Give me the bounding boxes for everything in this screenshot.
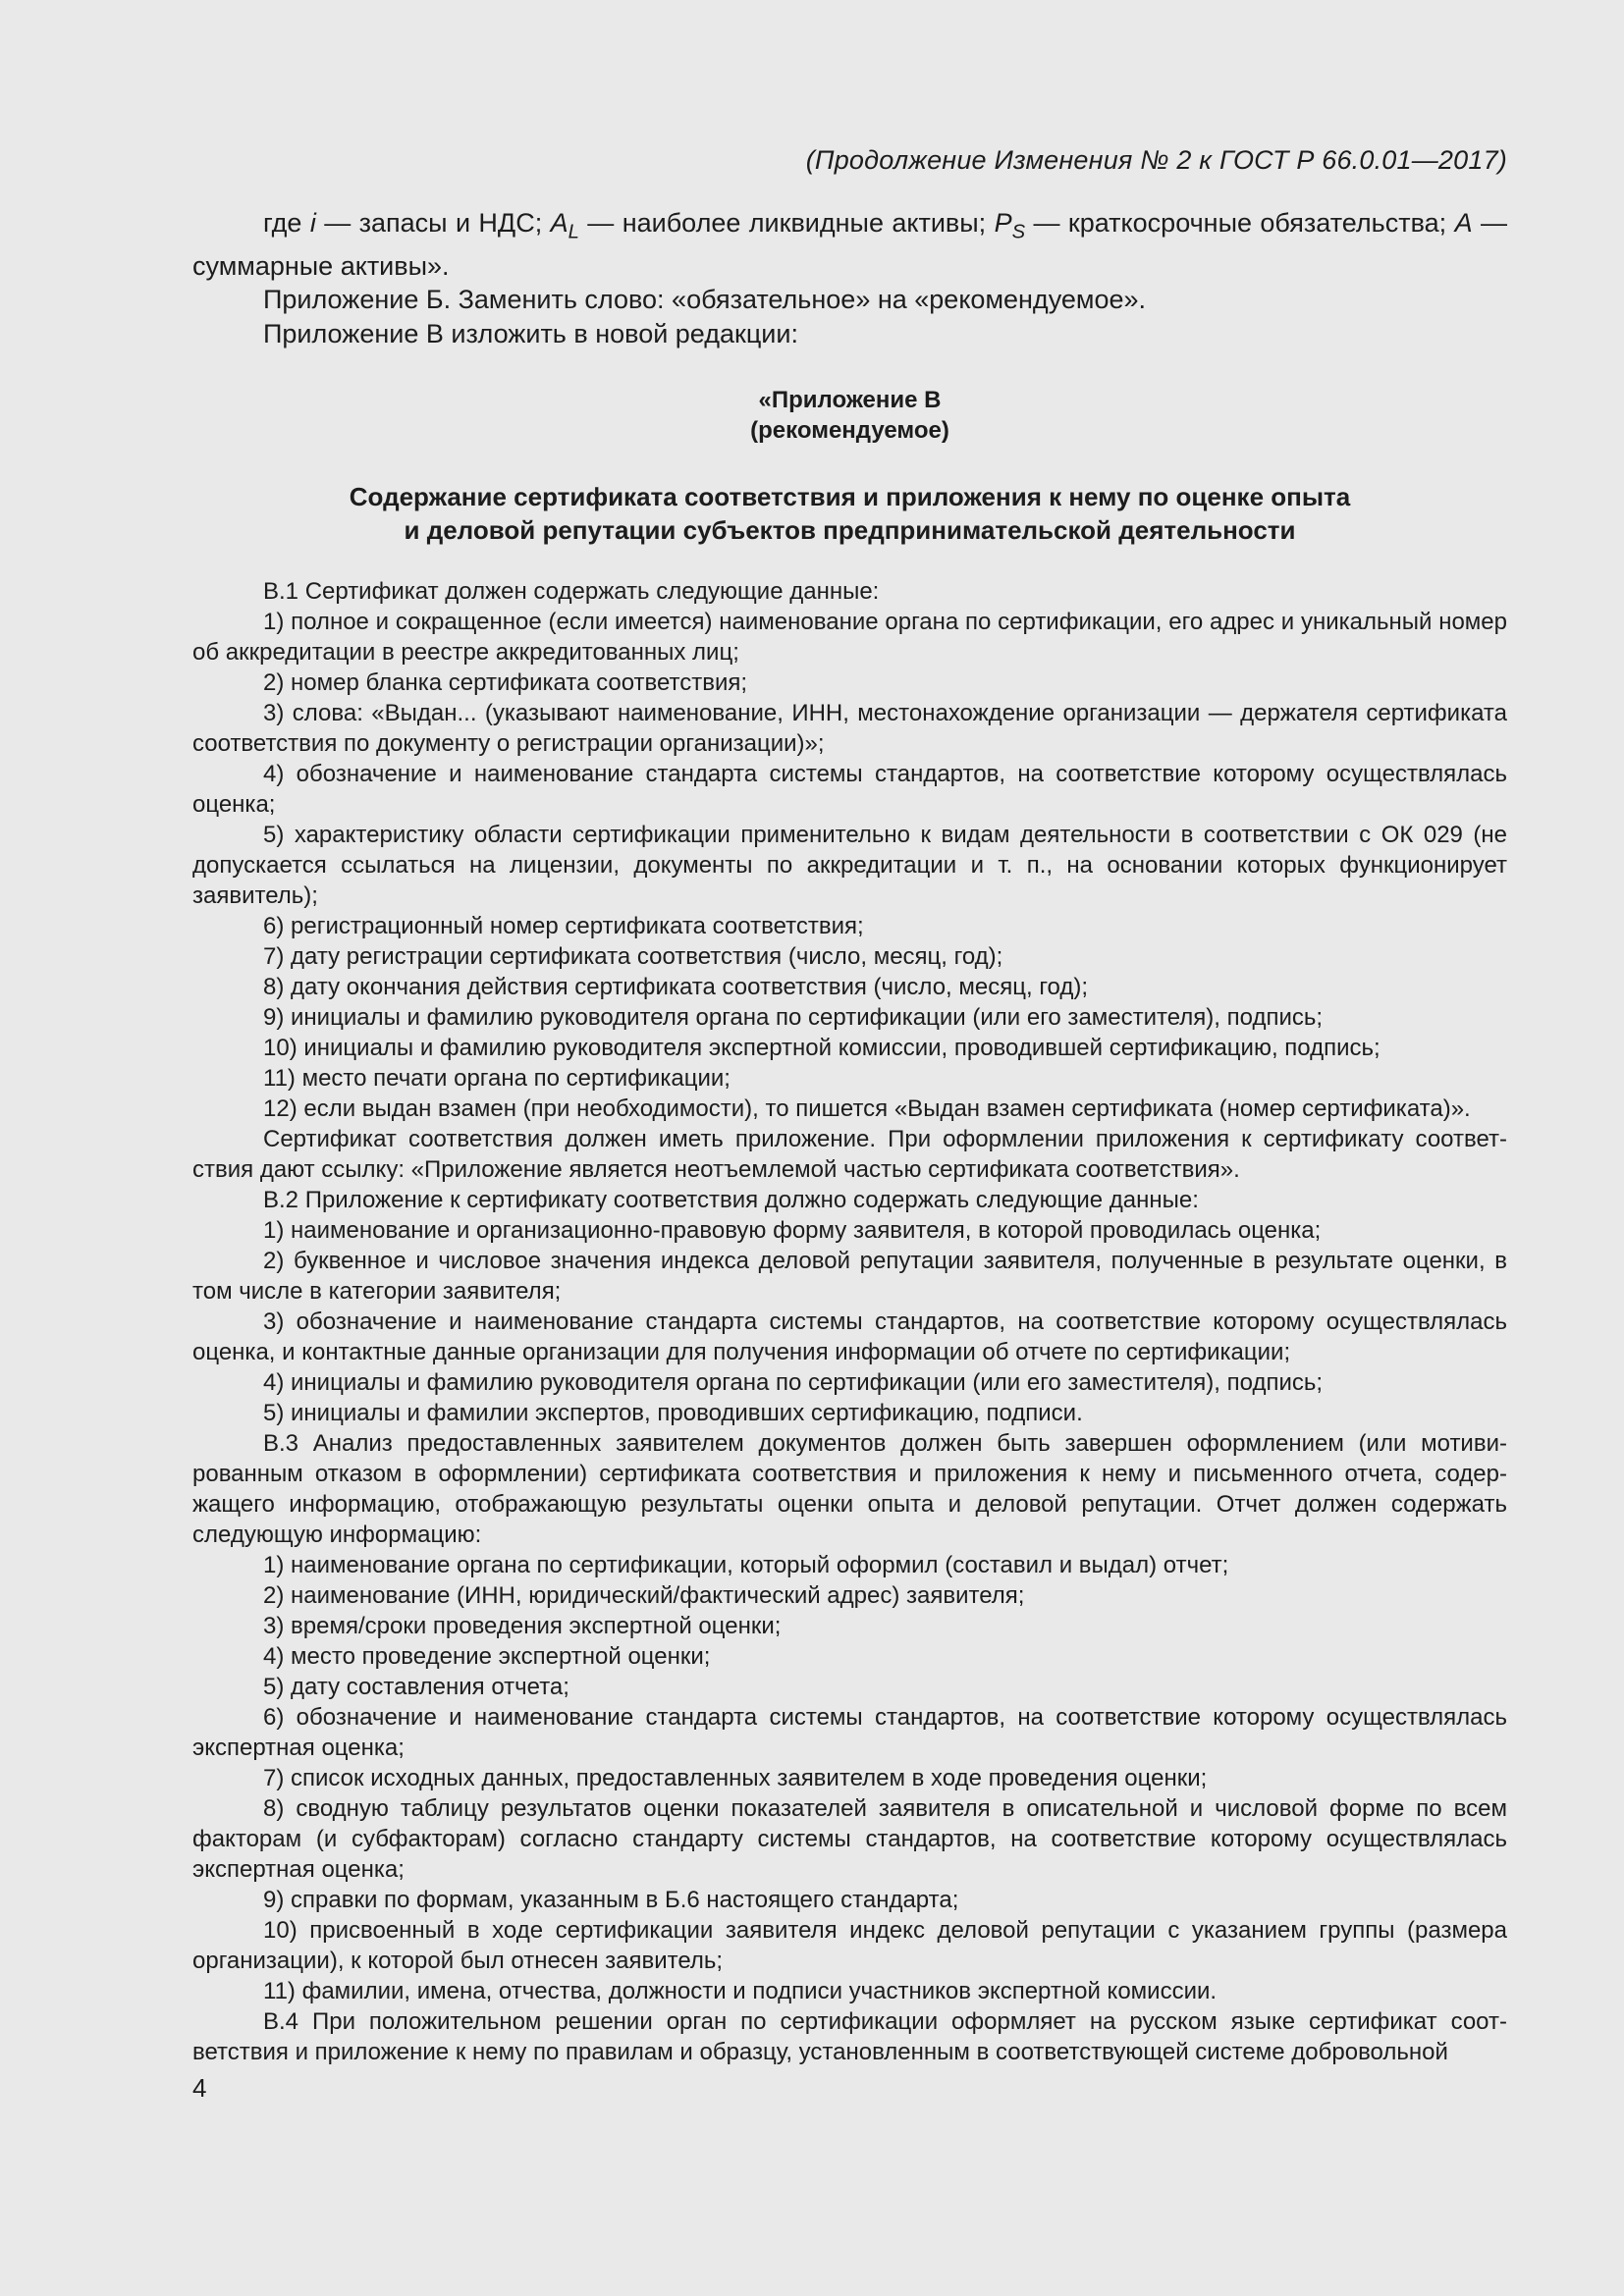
where-text-4: — краткосрочные обязательства;: [1025, 208, 1455, 238]
paragraph: 3) время/сроки проведения экспертной оценки;: [263, 1613, 782, 1640]
variable-a-total: A: [1454, 208, 1473, 238]
paragraph: Сертификат соответствия должен иметь приложение. При оформлении приложения к сертификату соответствия дают ссылку: «Приложение является неотъемлемой частью сертификата соответствия».: [192, 1126, 1507, 1184]
paragraph: 9) справки по формам, указанным в Б.6 настоящего стандарта;: [263, 1887, 959, 1914]
appendix-v-change: Приложение В изложить в новой редакции:: [263, 318, 798, 348]
appendix-b-change: Приложение Б. Заменить слово: «обязательное» на «рекомендуемое».: [263, 285, 1147, 315]
paragraph: 4) инициалы и фамилию руководителя органа по сертификации (или его заместителя), подпись;: [263, 1369, 1324, 1397]
document-title-line1: Содержание сертификата соответствия и приложения к нему по оценке опыта: [349, 482, 1351, 512]
paragraph: 3) слова: «Выдан... (указывают наименование, ИНН, местонахождение организации — держателя сертификата соответствия по документу о регистрации организации)»;: [192, 700, 1507, 758]
running-header: (Продолжение Изменения № 2 к ГОСТ Р 66.0.01—2017): [805, 145, 1507, 175]
paragraph-list: [192, 576, 1507, 2067]
appendix-heading: [192, 385, 1507, 446]
paragraph: В.3 Анализ предоставленных заявителем документов должен быть завершен оформлением (или мотивированным отказом в оформлении) сертификата соответствия и приложения к нему и письменного отчета, содержащего информацию, отображающую результаты оценки опыта и деловой репутации. Отчет должен содержать следующую информацию:: [192, 1430, 1507, 1549]
variable-p: P: [994, 208, 1012, 238]
paragraph: 2) наименование (ИНН, юридический/фактический адрес) заявителя;: [263, 1582, 1025, 1610]
paragraph: 8) сводную таблицу результатов оценки показателей заявителя в описательной и числовой форме по всем факторам (и субфакторам) согласно стандарту системы стандартов, на соответствие которому осуществлялась экспертная оценка;: [192, 1795, 1507, 1884]
paragraph: 2) буквенное и числовое значения индекса деловой репутации заявителя, полученные в результате оценки, в том числе в категории заявителя;: [192, 1248, 1507, 1306]
subscript-l: L: [568, 221, 579, 243]
page-number: 4: [192, 2073, 207, 2103]
paragraph: 2) номер бланка сертификата соответствия;: [263, 669, 748, 697]
paragraph: 11) фамилии, имена, отчества, должности и подписи участников экспертной комиссии.: [263, 1978, 1218, 2005]
appendix-heading-line2: (рекомендуемое): [750, 417, 949, 445]
variable-i: i: [309, 208, 316, 238]
where-text-2: — запасы и НДС;: [315, 208, 551, 238]
paragraph: 7) список исходных данных, предоставленных заявителем в ходе проведения оценки;: [263, 1765, 1208, 1792]
paragraph: 5) характеристику области сертификации применительно к видам деятельности в соответствии с ОК 029 (не допускается ссылаться на лицензии, документы по аккредитации и т. п., на основании которых функционирует заявитель);: [192, 822, 1507, 910]
paragraph: В.2 Приложение к сертификату соответствия должно содержать следующие данные:: [263, 1187, 1199, 1214]
paragraph: 10) присвоенный в ходе сертификации заявителя индекс деловой репутации с указанием группы (размера организации), к которой был отнесен заявитель;: [192, 1917, 1507, 1975]
paragraph: 6) обозначение и наименование стандарта системы стандартов, на соответствие которому осуществлялась экспертная оценка;: [192, 1704, 1507, 1762]
paragraph: 10) инициалы и фамилию руководителя экспертной комиссии, проводившей сертификацию, подпись;: [263, 1035, 1380, 1062]
paragraph: 9) инициалы и фамилию руководителя органа по сертификации (или его заместителя), подпись;: [263, 1004, 1324, 1032]
page-content: [192, 206, 1507, 2067]
paragraph: 4) обозначение и наименование стандарта системы стандартов, на соответствие которому осуществлялась оценка;: [192, 761, 1507, 819]
document-title: [192, 480, 1507, 547]
paragraph: 5) инициалы и фамилии экспертов, проводивших сертификацию, подписи.: [263, 1400, 1083, 1427]
paragraph: 1) наименование органа по сертификации, который оформил (составил и выдал) отчет;: [263, 1552, 1229, 1579]
appendix-heading-line1: «Приложение В: [758, 387, 942, 414]
paragraph: 1) полное и сокращенное (если имеется) наименование органа по сертификации, его адрес и уникальный номер об аккредитации в реестре аккредитованных лиц;: [192, 609, 1507, 667]
paragraph: 4) место проведение экспертной оценки;: [263, 1643, 711, 1671]
subscript-s: S: [1011, 221, 1026, 243]
document-page: [192, 0, 1507, 2296]
paragraph: 12) если выдан взамен (при необходимости), то пишется «Выдан взамен сертификата (номер сертификата)».: [263, 1095, 1471, 1123]
variable-a: A: [550, 208, 568, 238]
where-text-1: где: [263, 208, 310, 238]
where-clause: [192, 206, 1507, 283]
paragraph: 3) обозначение и наименование стандарта системы стандартов, на соответствие которому осуществлялась оценка, и контактные данные организации для получения информации об отчете по сертификации;: [192, 1308, 1507, 1366]
paragraph: 6) регистрационный номер сертификата соответствия;: [263, 913, 864, 940]
document-title-line2: и деловой репутации субъектов предпринимательской деятельности: [404, 515, 1296, 546]
paragraph: В.4 При положительном решении орган по сертификации оформляет на русском языке сертификат соответствия и приложение к нему по правилам и образцу, установленным в соответствующей системе добровольной: [192, 2008, 1507, 2066]
paragraph: 1) наименование и организационно-правовую форму заявителя, в которой проводилась оценка;: [263, 1217, 1322, 1245]
paragraph: 7) дату регистрации сертификата соответствия (число, месяц, год);: [263, 943, 1003, 971]
paragraph: 11) место печати органа по сертификации;: [263, 1065, 731, 1093]
where-text-3: — наиболее ликвидные активы;: [578, 208, 995, 238]
paragraph: 8) дату окончания действия сертификата соответствия (число, месяц, год);: [263, 974, 1089, 1001]
paragraph: 5) дату составления отчета;: [263, 1674, 569, 1701]
paragraph: В.1 Сертификат должен содержать следующие данные:: [263, 578, 880, 606]
where-text-5: — суммарные активы».: [192, 208, 1507, 281]
